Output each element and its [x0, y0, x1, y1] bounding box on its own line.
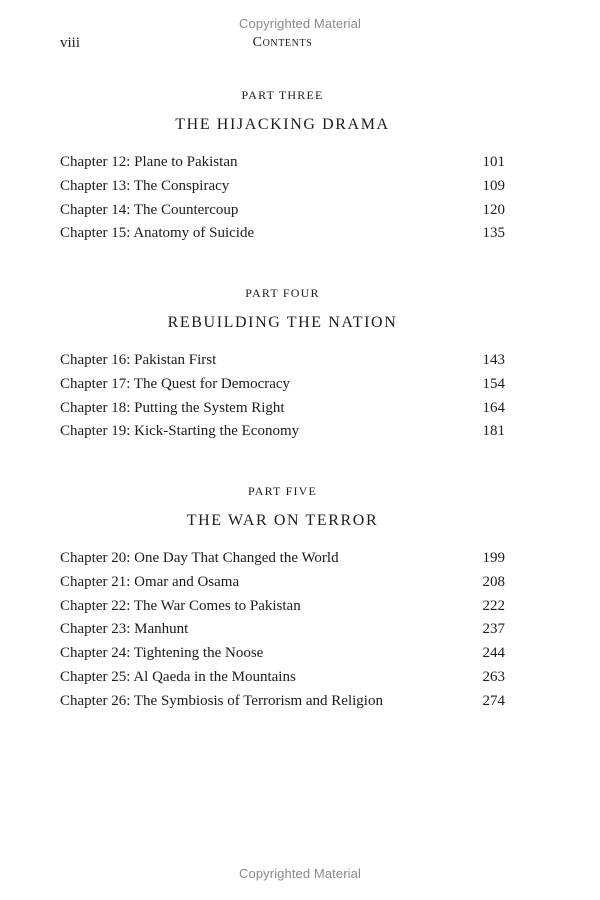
chapter-title: Chapter 13: The Conspiracy [60, 177, 230, 194]
chapter-page-number: 181 [482, 423, 505, 440]
chapter-list [60, 547, 505, 714]
part-title: THE WAR ON TERROR [186, 512, 379, 529]
chapter-entry[interactable] [60, 642, 505, 666]
chapter-page-number: 120 [482, 201, 505, 218]
chapter-entry[interactable] [60, 690, 505, 714]
chapter-entry[interactable] [60, 151, 505, 175]
chapter-page-number: 222 [482, 597, 505, 614]
chapter-title: Chapter 17: The Quest for Democracy [60, 375, 291, 392]
chapter-title: Chapter 16: Pakistan First [60, 352, 217, 368]
watermark-top: Copyrighted Material [239, 16, 361, 31]
chapter-entry[interactable] [60, 175, 505, 199]
chapter-title: Chapter 22: The War Comes to Pakistan [60, 597, 301, 614]
part-label: PART FIVE [247, 484, 318, 498]
chapter-entry[interactable] [60, 199, 505, 223]
chapter-title: Chapter 25: Al Qaeda in the Mountains [60, 668, 296, 685]
chapter-entry[interactable] [60, 571, 505, 595]
chapter-title: Chapter 12: Plane to Pakistan [60, 154, 238, 170]
part-label: PART FOUR [245, 286, 320, 300]
chapter-title: Chapter 23: Manhunt [60, 621, 189, 638]
chapter-page-number: 208 [482, 573, 505, 590]
chapter-entry[interactable] [60, 222, 505, 246]
chapter-entry[interactable] [60, 420, 505, 444]
chapter-entry[interactable] [60, 595, 505, 619]
chapter-title: Chapter 24: Tightening the Noose [60, 645, 264, 662]
chapter-entry[interactable] [60, 349, 505, 373]
part-title: REBUILDING THE NATION [167, 314, 398, 331]
chapter-page-number: 143 [482, 352, 505, 368]
running-head [60, 35, 505, 53]
chapter-title: Chapter 26: The Symbiosis of Terrorism and Religion [60, 692, 383, 709]
page-number: viii [60, 35, 81, 51]
part-section [60, 284, 505, 444]
chapter-title: Chapter 14: The Countercoup [60, 201, 239, 218]
chapter-list [60, 349, 505, 444]
chapter-page-number: 154 [482, 375, 505, 392]
chapter-entry[interactable] [60, 666, 505, 690]
chapter-title: Chapter 18: Putting the System Right [60, 399, 285, 416]
chapter-page-number: 109 [482, 177, 505, 194]
chapter-page-number: 237 [482, 621, 505, 638]
chapter-list [60, 151, 505, 246]
watermark-bottom: Copyrighted Material [239, 866, 361, 881]
part-label: PART THREE [241, 88, 324, 102]
chapter-page-number: 199 [482, 550, 505, 566]
chapter-title: Chapter 21: Omar and Osama [60, 573, 240, 590]
part-section [60, 482, 505, 714]
part-title: THE HIJACKING DRAMA [175, 116, 390, 133]
chapter-entry[interactable] [60, 618, 505, 642]
chapter-entry[interactable] [60, 397, 505, 421]
chapter-entry[interactable] [60, 547, 505, 571]
chapter-title: Chapter 19: Kick-Starting the Economy [60, 423, 300, 440]
chapter-page-number: 274 [482, 692, 505, 709]
chapter-entry[interactable] [60, 373, 505, 397]
chapter-page-number: 263 [482, 668, 505, 685]
chapter-title: Chapter 20: One Day That Changed the World [60, 550, 339, 566]
part-section [60, 86, 505, 246]
chapter-page-number: 164 [482, 399, 505, 416]
chapter-page-number: 101 [482, 154, 505, 170]
chapter-title: Chapter 15: Anatomy of Suicide [60, 225, 255, 242]
chapter-page-number: 244 [482, 645, 505, 662]
chapter-page-number: 135 [482, 225, 505, 242]
running-title: Contents [252, 35, 313, 50]
